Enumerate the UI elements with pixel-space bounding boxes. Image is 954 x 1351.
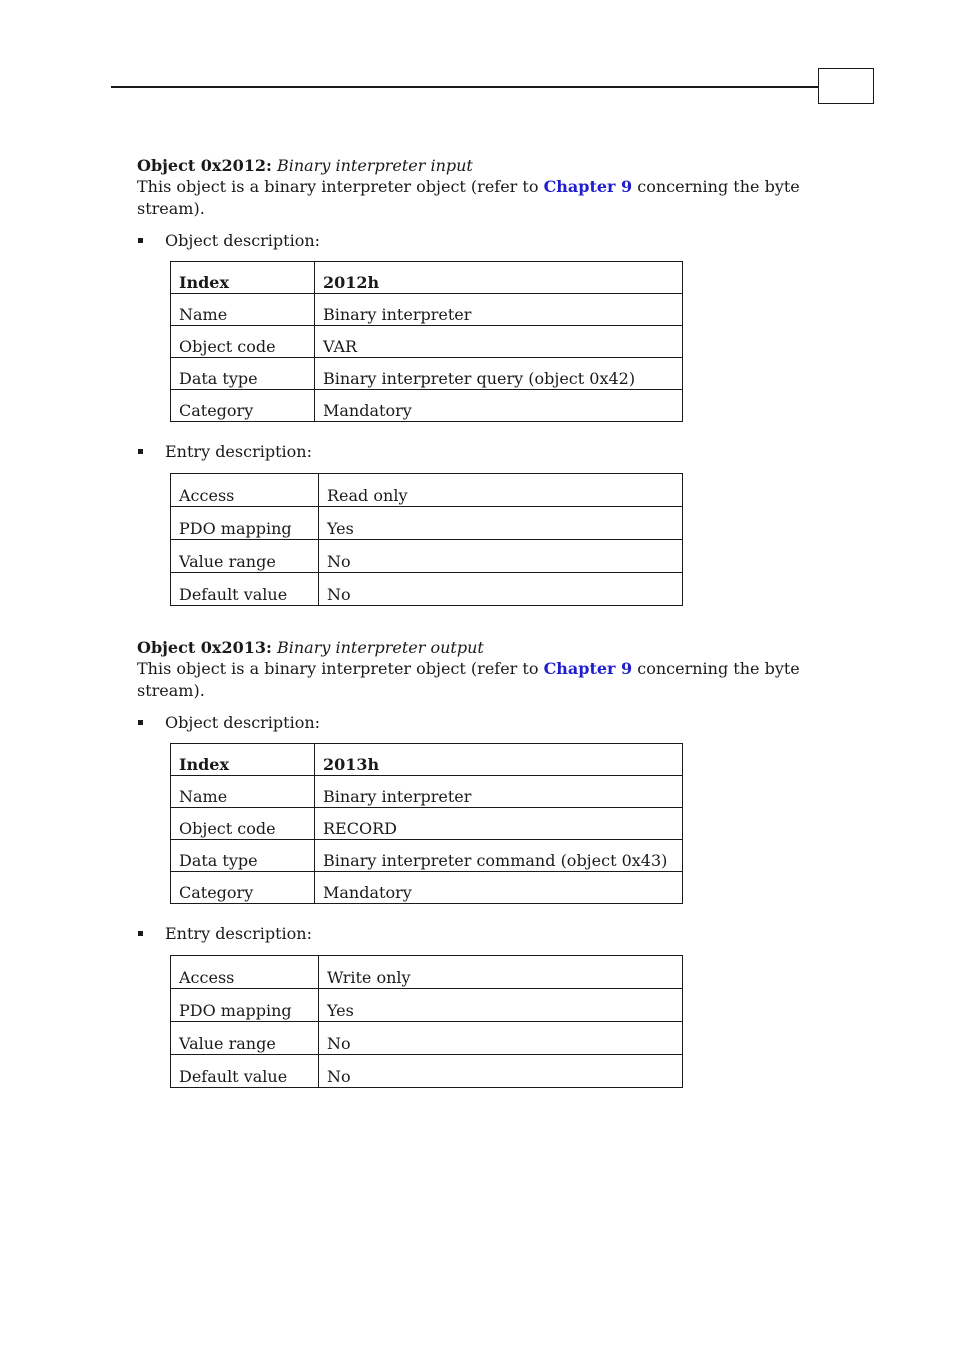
table-cell-value: 2012h <box>315 262 683 294</box>
table-row <box>171 956 683 989</box>
object-2013-section <box>137 638 837 1088</box>
table-row <box>171 872 683 904</box>
table-cell-value: Binary interpreter command (object 0x43) <box>315 840 683 872</box>
bullet-square-icon <box>138 449 143 454</box>
entry-description-bullet <box>137 923 837 945</box>
table-cell-key: Object code <box>171 808 315 840</box>
bullet-square-icon <box>138 931 143 936</box>
intro-paragraph <box>137 176 837 220</box>
bullet-label: Object description: <box>165 231 321 250</box>
table-cell-value: Binary interpreter <box>315 776 683 808</box>
entry-description-table <box>170 473 683 606</box>
table-row <box>171 808 683 840</box>
table-cell-value: VAR <box>315 326 683 358</box>
table-cell-key: Access <box>171 474 319 507</box>
table-cell-key: Data type <box>171 840 315 872</box>
table-cell-key: Value range <box>171 540 319 573</box>
table-cell-value: No <box>319 1055 683 1088</box>
table-cell-key: Value range <box>171 1022 319 1055</box>
table-cell-key: PDO mapping <box>171 989 319 1022</box>
intro-text-after: concerning the byte stream). <box>137 177 800 218</box>
table-cell-key: Name <box>171 294 315 326</box>
table-row <box>171 326 683 358</box>
bullet-square-icon <box>138 238 143 243</box>
table-row <box>171 1022 683 1055</box>
table-cell-value: No <box>319 1022 683 1055</box>
table-row <box>171 262 683 294</box>
table-cell-value: Read only <box>319 474 683 507</box>
header-rule <box>111 86 819 88</box>
section-heading <box>137 156 837 176</box>
table-row <box>171 1055 683 1088</box>
table-cell-key: Object code <box>171 326 315 358</box>
table-cell-value: Binary interpreter <box>315 294 683 326</box>
table-row <box>171 744 683 776</box>
table-row <box>171 840 683 872</box>
table-row <box>171 507 683 540</box>
bullet-label: Entry description: <box>165 442 312 461</box>
heading-object-id: Object 0x2012: <box>137 156 272 175</box>
table-row <box>171 573 683 606</box>
intro-paragraph <box>137 658 837 702</box>
intro-text-before: This object is a binary interpreter object (refer to <box>137 177 544 196</box>
table-cell-key: Access <box>171 956 319 989</box>
heading-object-title: Binary interpreter input <box>277 156 473 175</box>
table-cell-key: Default value <box>171 573 319 606</box>
bullet-label: Entry description: <box>165 924 312 943</box>
table-cell-key: Data type <box>171 358 315 390</box>
intro-text-before: This object is a binary interpreter object (refer to <box>137 659 544 678</box>
table-row <box>171 294 683 326</box>
table-cell-key: Category <box>171 390 315 422</box>
table-row <box>171 989 683 1022</box>
object-description-bullet <box>137 712 837 734</box>
table-cell-value: Mandatory <box>315 390 683 422</box>
entry-description-bullet <box>137 441 837 463</box>
chapter-9-link[interactable]: Chapter 9 <box>543 177 633 196</box>
heading-object-title: Binary interpreter output <box>277 638 484 657</box>
table-cell-value: Mandatory <box>315 872 683 904</box>
object-description-bullet <box>137 230 837 252</box>
table-cell-value: No <box>319 540 683 573</box>
table-cell-key: Index <box>171 744 315 776</box>
table-cell-value: RECORD <box>315 808 683 840</box>
object-2012-section <box>137 156 837 606</box>
table-cell-value: Binary interpreter query (object 0x42) <box>315 358 683 390</box>
bullet-label: Object description: <box>165 713 321 732</box>
table-cell-key: Default value <box>171 1055 319 1088</box>
table-cell-key: Index <box>171 262 315 294</box>
table-cell-value: 2013h <box>315 744 683 776</box>
table-cell-key: PDO mapping <box>171 507 319 540</box>
table-cell-value: No <box>319 573 683 606</box>
table-cell-key: Category <box>171 872 315 904</box>
table-row <box>171 540 683 573</box>
page-number-box <box>818 68 874 104</box>
table-row <box>171 474 683 507</box>
object-description-table <box>170 743 683 904</box>
table-cell-value: Write only <box>319 956 683 989</box>
heading-object-id: Object 0x2013: <box>137 638 272 657</box>
table-cell-value: Yes <box>319 507 683 540</box>
intro-text-after: concerning the byte stream). <box>137 659 800 700</box>
table-cell-value: Yes <box>319 989 683 1022</box>
object-description-table <box>170 261 683 422</box>
entry-description-table <box>170 955 683 1088</box>
bullet-square-icon <box>138 720 143 725</box>
table-row <box>171 390 683 422</box>
table-cell-key: Name <box>171 776 315 808</box>
table-row <box>171 776 683 808</box>
chapter-9-link[interactable]: Chapter 9 <box>543 659 633 678</box>
section-heading <box>137 638 837 658</box>
table-row <box>171 358 683 390</box>
